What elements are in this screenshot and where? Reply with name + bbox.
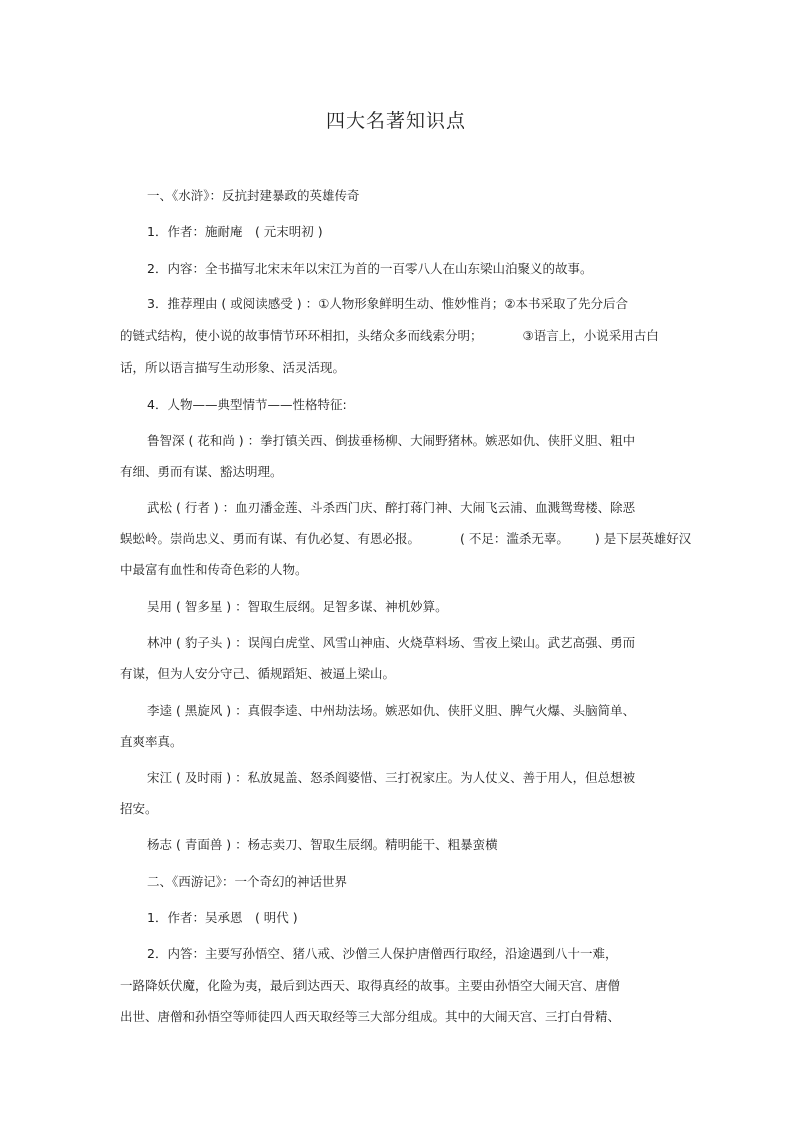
paragraph-line: 话，所以语言描写生动形象、活灵活现。 [120,360,346,375]
paragraph-line: 2．内答：主要写孙悟空、猪八戒、沙僧三人保护唐僧西行取经，沿途遇到八十一难， [147,946,618,961]
text-span: ③语言上，小说采用古白 [522,328,659,343]
paragraph-line: 1．作者：吴承恩 ( 明代 ) [147,910,298,925]
section-heading-xiyouji: 二、《西游记》：一个奇幻的神话世界 [147,874,348,889]
paragraph-line: 招安。 [120,801,158,816]
paragraph-line: 3．推荐理由 ( 或阅读感受 ) ：①人物形象鲜明生动、惟妙惟肖；②本书采取了先分后合 [147,296,629,311]
paragraph-line [120,530,691,548]
paragraph-line: 宋江 ( 及时雨 ) ：私放晁盖、怒杀阎婆惜、三打祝家庄。为人仗义、善于用人，但总想被 [147,770,636,785]
text-span: 蜈蚣岭。崇尚忠义、勇而有谋、有仇必复、有恩必报。 [120,531,421,546]
paragraph-line: 出世、唐僧和孙悟空等师徒四人西天取经等三大部分组成。其中的大闹天宫、三打白骨精、 [120,1009,621,1024]
paragraph-line [120,327,659,345]
paragraph-line: 林冲 ( 豹子头 ) ：误闯白虎堂、风雪山神庙、火烧草料场、雪夜上梁山。武艺高强、勇而 [147,635,636,650]
paragraph-line: 武松 ( 行者 ) ：血刃潘金莲、斗杀西门庆、醉打蒋门神、大闹飞云浦、血溅鸳鸯楼、除恶 [147,500,636,515]
paragraph-line: 中最富有血性和传奇色彩的人物。 [120,562,308,577]
paragraph-line: 1．作者：施耐庵 ( 元末明初 ) [147,224,323,239]
paragraph-line: 李逵 ( 黑旋风 ) ：真假李逵、中州劫法场。嫉恶如仇、侠肝义胆、脾气火爆、头脑简单、 [147,703,636,718]
paragraph-line: 2．内容：全书描写北宋末年以宋江为首的一百零八人在山东梁山泊聚义的故事。 [147,261,593,276]
paragraph-line: 鲁智深 ( 花和尚 ) ：拳打镇关西、倒拔垂杨柳、大闹野猪林。嫉恶如仇、侠肝义胆、粗中 [147,433,636,448]
text-span: ) 是下层英雄好汉 [594,531,692,546]
paragraph-line: 杨志 ( 青面兽 ) ：杨志卖刀、智取生辰纲。精明能干、粗暴蛮横 [147,837,498,852]
section-heading-shuihu: 一、《水浒》：反抗封建暴政的英雄传奇 [147,188,360,203]
document-title: 四大名著知识点 [325,110,466,132]
paragraph-line: 一路降妖伏魔，化险为夷，最后到达西天、取得真经的故事。主要由孙悟空大闹天宫、唐僧 [120,978,621,993]
paragraph-line: 吴用 ( 智多星 ) ：智取生辰纲。足智多谋、神机妙算。 [147,599,448,614]
text-span: 的链式结构，使小说的故事情节环环相扣，头绪众多而线索分明； [120,328,483,343]
text-span: ( 不足：滥杀无辜。 [460,531,569,546]
paragraph-line: 直爽率真。 [120,734,183,749]
paragraph-line: 4．人物——典型情节——性格特征: [147,397,347,412]
paragraph-line: 有谋，但为人安分守己、循规蹈矩、被逼上梁山。 [120,666,396,681]
paragraph-line: 有细、勇而有谋、豁达明理。 [120,464,283,479]
